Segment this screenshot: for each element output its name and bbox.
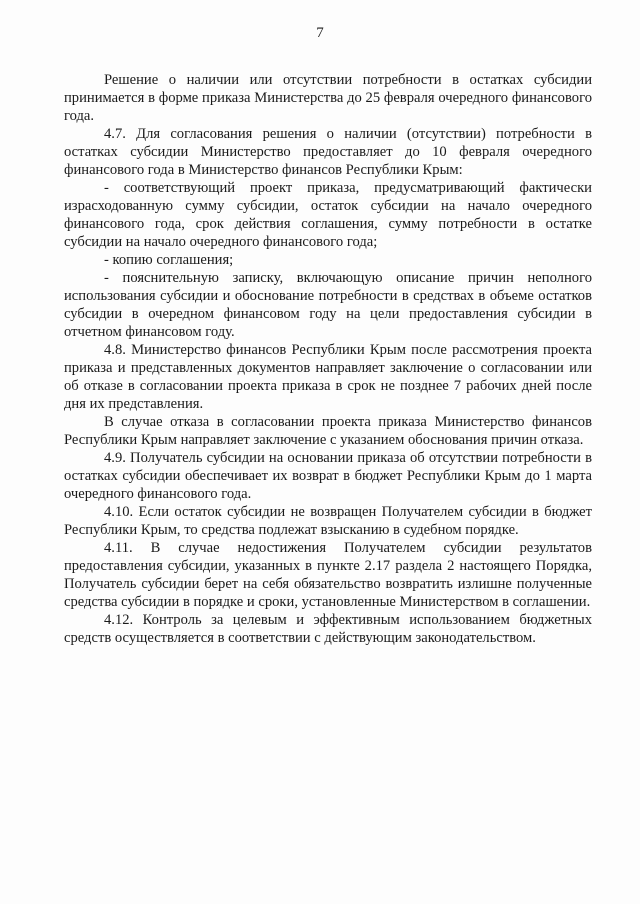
list-item-draft-order: - соответствующий проект приказа, предусматривающий фактически израсходованную сумму субсидии, остаток субсидии на начало очередного финансового года, срок действия соглашения, сумму потребности в остатке субсидии на начало очередного финансового года;	[64, 180, 592, 250]
paragraph-4-9: 4.9. Получатель субсидии на основании приказа об отсутствии потребности в остатках субсидии обеспечивает их возврат в бюджет Республики Крым до 1 марта очередного финансового года.	[64, 450, 592, 502]
paragraph-4-10: 4.10. Если остаток субсидии не возвращен Получателем субсидии в бюджет Республики Крым, то средства подлежат взысканию в судебном порядке.	[64, 504, 592, 538]
paragraph-decision-form: Решение о наличии или отсутствии потребности в остатках субсидии принимается в форме приказа Министерства до 25 февраля очередного финансового года.	[64, 72, 592, 124]
paragraph-4-8: 4.8. Министерство финансов Республики Крым после рассмотрения проекта приказа и представленных документов направляет заключение о согласовании или об отказе в согласовании проекта приказа в срок не позднее 7 рабочих дней после дня их представления.	[64, 342, 592, 412]
paragraph-4-11: 4.11. В случае недостижения Получателем субсидии результатов предоставления субсидии, указанных в пункте 2.17 раздела 2 настоящего Порядка, Получатель субсидии берет на себя обязательство возвратить излишне полученные средства субсидии в порядке и сроки, установленные Министерством в соглашении.	[64, 540, 592, 610]
paragraph-4-7: 4.7. Для согласования решения о наличии (отсутствии) потребности в остатках субсидии Министерство предоставляет до 10 февраля очередного финансового года в Министерство финансов Республики Крым:	[64, 126, 592, 178]
document-body	[64, 71, 592, 647]
paragraph-4-12: 4.12. Контроль за целевым и эффективным использованием бюджетных средств осуществляется в соответствии с действующим законодательством.	[64, 612, 592, 646]
paragraph-refusal-case: В случае отказа в согласовании проекта приказа Министерство финансов Республики Крым направляет заключение с указанием обоснования причин отказа.	[64, 414, 592, 448]
page-number: 7	[316, 25, 324, 41]
list-item-agreement-copy: - копию соглашения;	[104, 252, 234, 268]
list-item-explanatory-note: - пояснительную записку, включающую описание причин неполного использования субсидии и обоснование потребности в средствах в объеме остатков субсидии в очередном финансовом году на цели предоставления субсидии в отчетном финансовом году.	[64, 270, 592, 340]
